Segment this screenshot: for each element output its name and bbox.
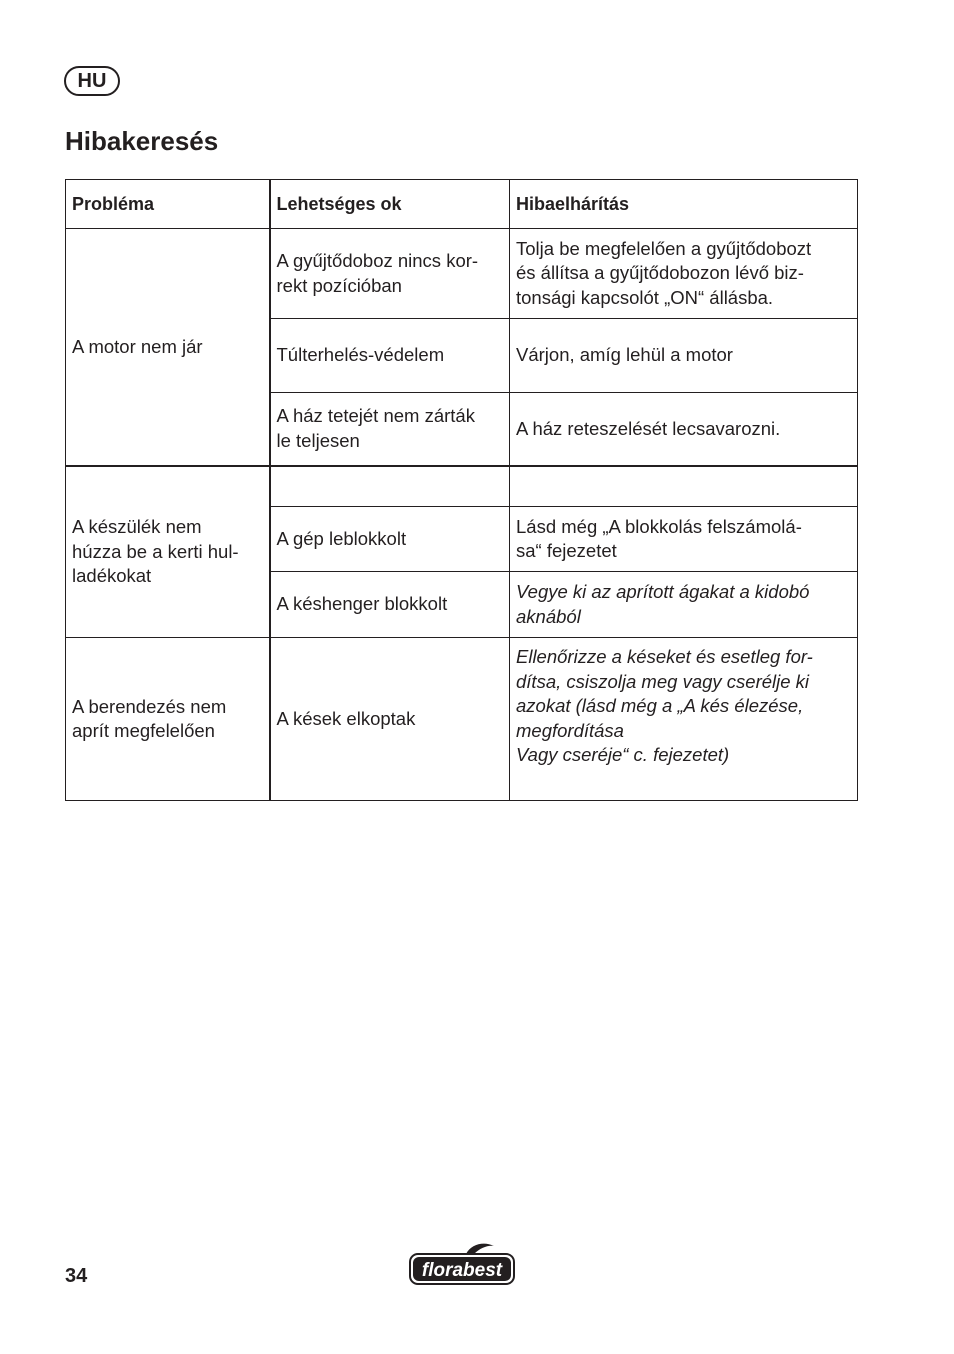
cause-cell: A gép leblokkolt <box>270 507 510 572</box>
header-cause: Lehetséges ok <box>270 180 510 229</box>
table-row <box>66 229 858 319</box>
brand-name: florabest <box>421 1260 503 1281</box>
table-row <box>66 466 858 507</box>
header-remedy: Hibaelhárítás <box>510 180 858 229</box>
florabest-logo <box>408 1242 516 1288</box>
cause-cell: A késhenger blokkolt <box>270 572 510 638</box>
remedy-cell: Ellenőrizze a késeket és esetleg for- dítsa, csiszolja meg vagy cserélje ki azokat (lásd még a „A kés élezése, megfordítása Vagy cseréje“ c. fejezetet) <box>510 638 858 801</box>
page-title: Hibakeresés <box>65 126 219 156</box>
cause-cell: A kések elkoptak <box>270 638 510 801</box>
remedy-cell: Vegye ki az aprított ágakat a kidobó aknából <box>510 572 858 638</box>
remedy-cell: Várjon, amíg lehül a motor <box>510 319 858 393</box>
remedy-cell: A ház reteszelését lecsavarozni. <box>510 393 858 466</box>
problem-cell: A készülék nem húzza be a kerti hul- ladékokat <box>66 466 270 638</box>
problem-cell: A motor nem jár <box>66 229 270 466</box>
cause-cell <box>270 466 510 507</box>
remedy-cell: Tolja be megfelelően a gyűjtődobozt és állítsa a gyűjtődobozon lévő biz- tonsági kapcsolót „ON“ állásba. <box>510 229 858 319</box>
leaf-icon <box>466 1244 494 1254</box>
table-row <box>66 638 858 801</box>
table-header-row <box>66 180 858 229</box>
troubleshooting-table <box>65 179 858 801</box>
remedy-cell <box>510 466 858 507</box>
page-number: 34 <box>65 1265 88 1287</box>
problem-cell: A berendezés nem aprít megfelelően <box>66 638 270 801</box>
language-badge: HU <box>64 66 120 96</box>
cause-cell: A gyűjtődoboz nincs kor- rekt pozícióban <box>270 229 510 319</box>
header-problem: Probléma <box>66 180 270 229</box>
remedy-cell: Lásd még „A blokkolás felszámolá- sa“ fejezetet <box>510 507 858 572</box>
cause-cell: Túlterhelés-védelem <box>270 319 510 393</box>
cause-cell: A ház tetejét nem zárták le teljesen <box>270 393 510 466</box>
